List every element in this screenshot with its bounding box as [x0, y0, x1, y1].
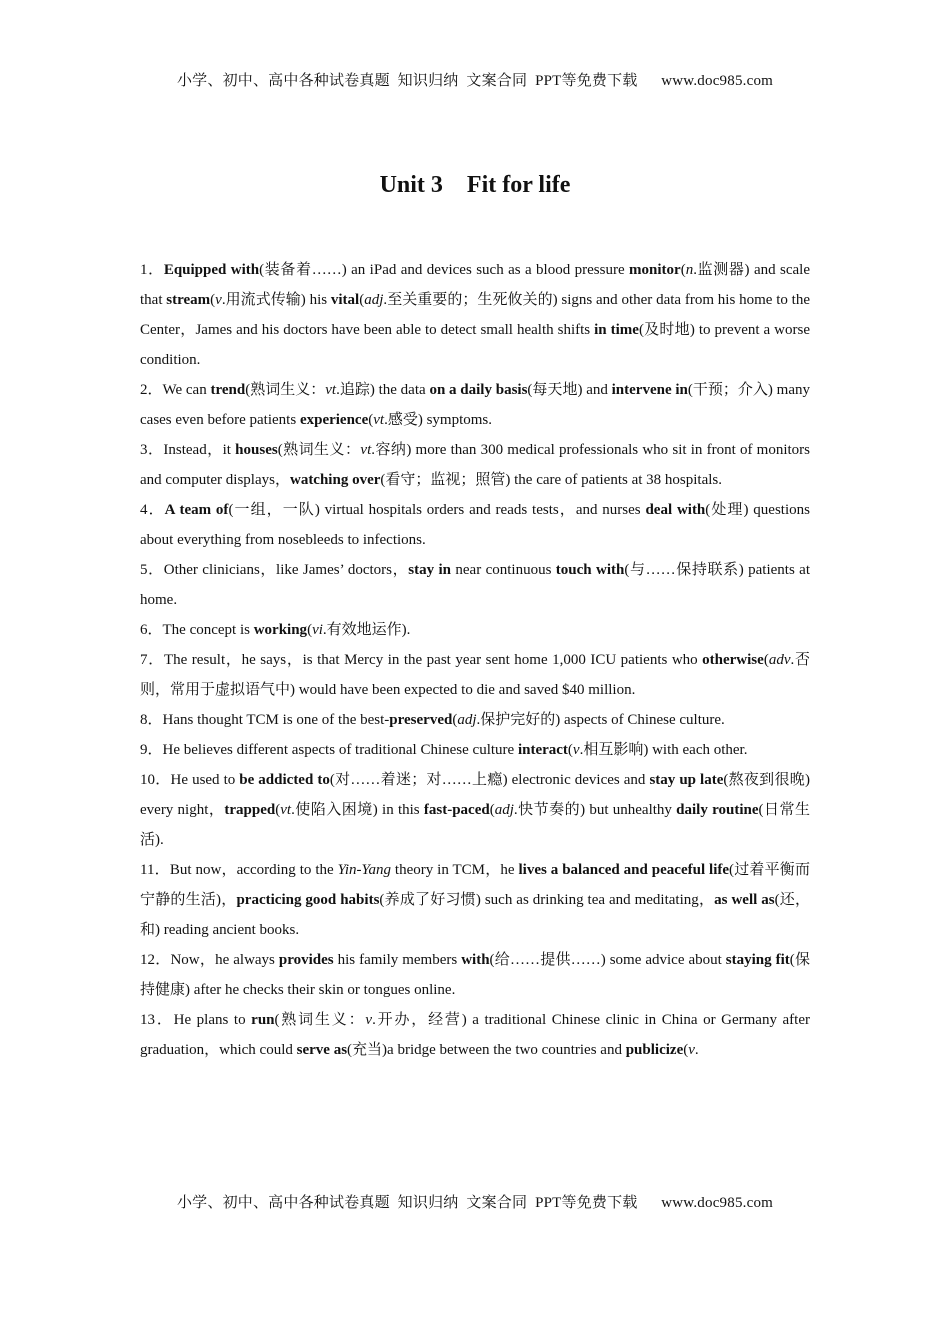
sentence-text: (熟词生义：	[245, 382, 326, 398]
sentence-text: (充当)a bridge between the two countries and	[347, 1042, 626, 1058]
sentence-text: (	[452, 712, 458, 728]
key-phrase: experience	[299, 412, 369, 428]
part-of-speech: adj	[457, 712, 477, 728]
sentence-text: (一组，一队) virtual hospitals orders and reads tests，and nurses	[228, 502, 646, 518]
page-footer: 小学、初中、高中各种试卷真题 知识归纳 文案合同 PPT等免费下载 www.doc985.com	[176, 1195, 774, 1211]
key-phrase: monitor	[629, 262, 681, 278]
sentence-text: 2．We can	[140, 382, 211, 398]
key-phrase: in time	[594, 322, 639, 338]
part-of-speech: vt	[280, 802, 292, 818]
part-of-speech: vt	[325, 382, 337, 398]
sentence-text: 8．Hans thought TCM is one of the best-	[140, 712, 390, 728]
list-item	[140, 375, 810, 435]
list-item	[140, 855, 810, 945]
sentence-text: (	[680, 262, 686, 278]
key-phrase: as well as	[714, 892, 775, 908]
list-item	[140, 765, 810, 855]
sentence-text: .快节奏的) but unhealthy	[513, 802, 677, 818]
sentence-text: .	[694, 1042, 699, 1058]
sentence-text: 9．He believes different aspects of traditional Chinese culture	[140, 742, 518, 758]
part-of-speech: n	[685, 262, 694, 278]
sentence-text: (干预；介入) many cases even before patients	[140, 382, 810, 428]
sentence-text: (	[307, 622, 313, 638]
list-item	[140, 1005, 810, 1065]
key-phrase: preserved	[389, 712, 453, 728]
key-phrase: on a daily basis	[429, 382, 528, 398]
key-phrase: run	[251, 1012, 275, 1028]
sentence-text: .感受) symptoms.	[384, 412, 493, 428]
sentence-text: (日常生活).	[140, 802, 810, 848]
sentence-text: (与……保持联系) patients at home.	[140, 562, 811, 608]
key-phrase: vital	[330, 292, 360, 308]
key-phrase: publicize	[625, 1042, 684, 1058]
key-phrase: intervene in	[611, 382, 688, 398]
list-item	[140, 645, 810, 705]
sentence-text: .至关重要的；生死攸关的) signs and other data from his home to the Center，James and his doctors have been able to detect small health shifts	[140, 292, 810, 338]
key-phrase: be addicted to	[239, 772, 330, 788]
sentence-text: 1．	[140, 262, 164, 278]
part-of-speech: adj	[494, 802, 514, 818]
sentence-text: (过着平衡而宁静的生活)，	[140, 862, 810, 908]
part-of-speech: adj	[364, 292, 384, 308]
sentence-text: (熬夜到很晚) every night，	[140, 772, 811, 818]
key-phrase: A team of	[164, 502, 229, 518]
sentence-text: .否则，常用于虚拟语气中) would have been expected to die and saved $40 million.	[140, 652, 810, 698]
sentence-text: (	[368, 412, 374, 428]
key-phrase: stay up late	[649, 772, 724, 788]
key-phrase: practicing good habits	[236, 892, 380, 908]
page-header: 小学、初中、高中各种试卷真题 知识归纳 文案合同 PPT等免费下载 www.doc985.com	[176, 73, 774, 89]
part-of-speech: vi	[312, 622, 323, 638]
sentence-text: (保持健康) after he checks their skin or tongues online.	[140, 952, 810, 998]
list-item	[140, 495, 810, 555]
part-of-speech: vt	[373, 412, 385, 428]
sentence-text: (给……提供……) some advice about	[489, 952, 726, 968]
sentence-text: (处理) questions about everything from nosebleeds to infections.	[140, 502, 810, 548]
key-phrase: working	[253, 622, 308, 638]
sentence-text: (	[763, 652, 769, 668]
sentence-text: near continuous	[451, 562, 556, 578]
key-phrase: fast-paced	[423, 802, 490, 818]
list-item	[140, 705, 810, 735]
part-of-speech: adv	[768, 652, 791, 668]
sentence-text: his family members	[333, 952, 462, 968]
sentence-text: (还，和) reading ancient books.	[140, 892, 811, 938]
page-title: Unit 3 Fit for life	[379, 172, 571, 198]
key-phrase: Equipped with	[163, 262, 260, 278]
sentence-text: (熟词生义：	[277, 442, 361, 458]
sentence-text: 5．Other clinicians，like James’ doctors，	[140, 562, 409, 578]
part-of-speech: v	[572, 742, 580, 758]
sentence-text: (	[683, 1042, 689, 1058]
list-item	[140, 735, 810, 765]
sentence-text: 6．The concept is	[140, 622, 254, 638]
key-phrase: staying fit	[725, 952, 790, 968]
sentence-text: (	[275, 802, 281, 818]
sentence-text: 4．	[140, 502, 165, 518]
key-phrase: otherwise	[702, 652, 764, 668]
key-phrase: stream	[166, 292, 211, 308]
key-phrase: deal with	[645, 502, 706, 518]
sentence-text: 11．But now，according to the	[140, 862, 338, 878]
key-phrase: interact	[517, 742, 568, 758]
key-phrase: watching over	[289, 472, 381, 488]
part-of-speech: v	[365, 1012, 373, 1028]
sentence-text: (	[210, 292, 216, 308]
list-item	[140, 615, 810, 645]
list-item	[140, 945, 810, 1005]
key-phrase: daily routine	[676, 802, 759, 818]
sentence-text: (及时地) to prevent a worse condition.	[140, 322, 810, 368]
sentence-text: .相互影响) with each other.	[579, 742, 748, 758]
key-phrase: lives a balanced and peaceful life	[518, 862, 730, 878]
sentence-text: 7．The result，he says，is that Mercy in the past year sent home 1,000 ICU patients who	[140, 652, 703, 668]
part-of-speech: vt	[360, 442, 372, 458]
sentence-text: .监测器) and scale that	[140, 262, 810, 308]
sentence-text: (对……着迷；对……上瘾) electronic devices and	[329, 772, 650, 788]
part-of-speech: v	[688, 1042, 695, 1058]
part-of-speech: Yin-Yang	[337, 862, 391, 878]
key-phrase: provides	[278, 952, 334, 968]
key-phrase: houses	[235, 442, 278, 458]
list-item	[140, 255, 810, 375]
sentence-text: .保护完好的) aspects of Chinese culture.	[476, 712, 725, 728]
key-phrase: trend	[210, 382, 246, 398]
sentence-text: (养成了好习惯) such as drinking tea and meditating，	[379, 892, 715, 908]
sentence-text: theory in TCM，he	[390, 862, 519, 878]
key-phrase: stay in	[408, 562, 451, 578]
key-phrase: serve as	[296, 1042, 348, 1058]
sentence-text: 12．Now，he always	[140, 952, 279, 968]
part-of-speech: v	[215, 292, 222, 308]
sentence-text: (看守；监视；照管) the care of patients at 38 hospitals.	[380, 472, 722, 488]
list-item	[140, 555, 810, 615]
sentence-text: (装备着……) an iPad and devices such as a blood pressure	[259, 262, 630, 278]
sentence-text: .用流式传输) his	[221, 292, 331, 308]
sentence-text: 13．He plans to	[140, 1012, 252, 1028]
sentence-text: 10．He used to	[140, 772, 240, 788]
sentence-text: (	[489, 802, 495, 818]
sentence-text: .开办，经营) a traditional Chinese clinic in China or Germany after graduation，which could	[140, 1012, 810, 1058]
sentence-text: (熟词生义：	[274, 1012, 366, 1028]
list-item	[140, 435, 810, 495]
sentence-text: .追踪) the data	[336, 382, 430, 398]
key-phrase: trapped	[224, 802, 276, 818]
sentence-text: .容纳) more than 300 medical professionals who sit in front of monitors and computer displays，	[140, 442, 811, 488]
key-phrase: with	[461, 952, 490, 968]
sentence-text: (	[359, 292, 365, 308]
sentence-text: .使陷入困境) in this	[291, 802, 424, 818]
sentence-text: 3．Instead，it	[140, 442, 236, 458]
sentence-text: (每天地) and	[527, 382, 612, 398]
key-phrase: touch with	[555, 562, 625, 578]
sentence-text: (	[567, 742, 573, 758]
sentence-text: .有效地运作).	[322, 622, 411, 638]
vocabulary-list	[140, 255, 810, 1065]
